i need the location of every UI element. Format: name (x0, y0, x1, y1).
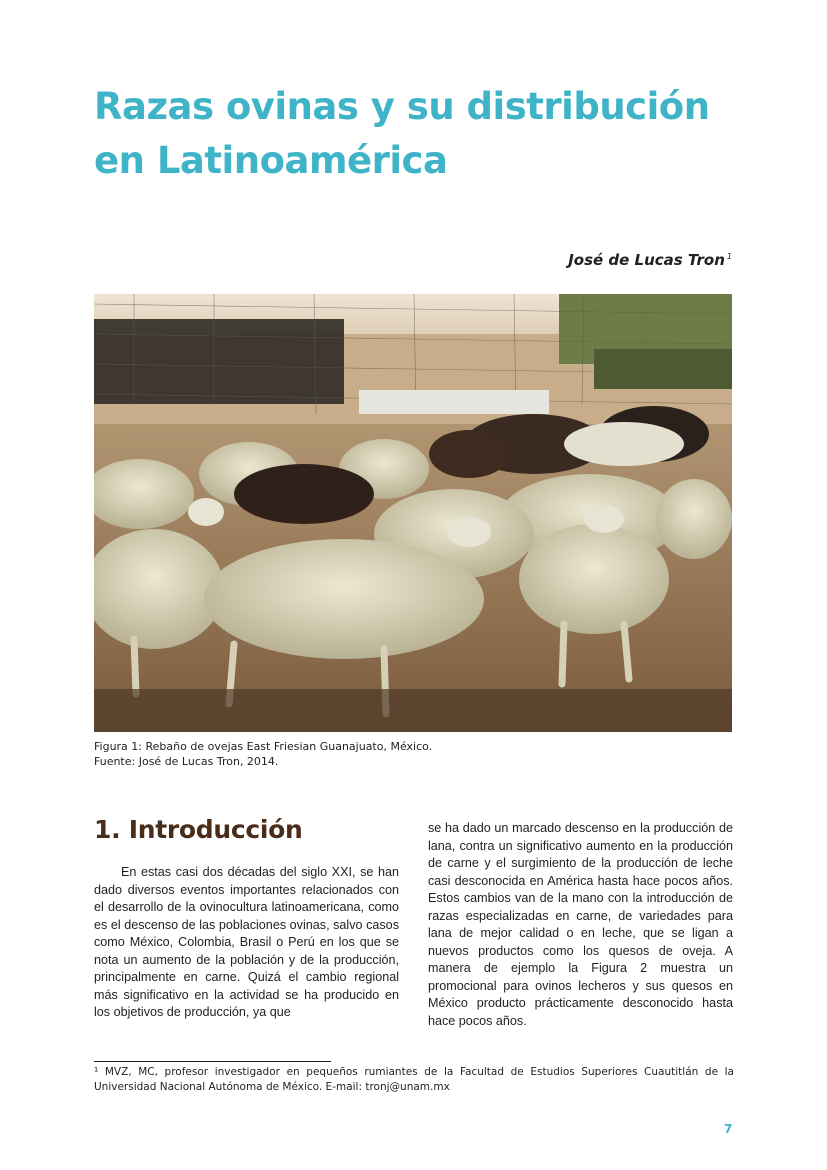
figure-caption-title: Figura 1: Rebaño de ovejas East Friesian Guanajuato, México. (94, 740, 433, 753)
article-title: Razas ovinas y su distribución en Latinoamérica (94, 85, 710, 182)
body-column-left: En estas casi dos décadas del siglo XXI, se han dado diversos eventos importantes relacionados con el desarrollo de la ovinocultura latinoamericana, como es el descenso de las poblaciones ovinas, salvo casos como México, Colombia, Brasil o Perú en los que se nota un aumento de la población y de la producción, principalmente en carne. Quizá el cambio regional más significativo en la actividad se ha producido en los objetivos de producción, ya que (94, 865, 399, 1019)
author-line (568, 251, 732, 269)
footnote-separator (94, 1061, 331, 1062)
footnote: ¹ MVZ, MC, profesor investigador en pequeños rumiantes de la Facultad de Estudios Superiores Cuautitlán de la Universidad Nacional Autónoma de México. E-mail: tronj@unam.mx (94, 1066, 734, 1093)
body-column-right: se ha dado un marcado descenso en la producción de lana, contra un significativo aumento en la producción de carne y el surgimiento de la producción de leche casi desconocida en América hasta hace pocos años. Estos cambios van de la mano con la introducción de razas especializadas en carne, de variedades para lana de mejor calidad o en leche, que se ligan a nuevos productos como los quesos de oveja. A manera de ejemplo la Figura 2 muestra un promocional para ovinos lecheros y sus quesos en México producto prácticamente desconocido hasta hace pocos años. (428, 821, 733, 1028)
figure-caption (94, 739, 734, 769)
author-footnote-mark: 1 (726, 252, 732, 261)
figure-1-photo (94, 294, 732, 732)
section-heading: 1. Introducción (94, 815, 303, 844)
figure-caption-source: Fuente: José de Lucas Tron, 2014. (94, 755, 279, 768)
author-name: José de Lucas Tron (568, 251, 725, 269)
page-number: 7 (724, 1122, 733, 1136)
